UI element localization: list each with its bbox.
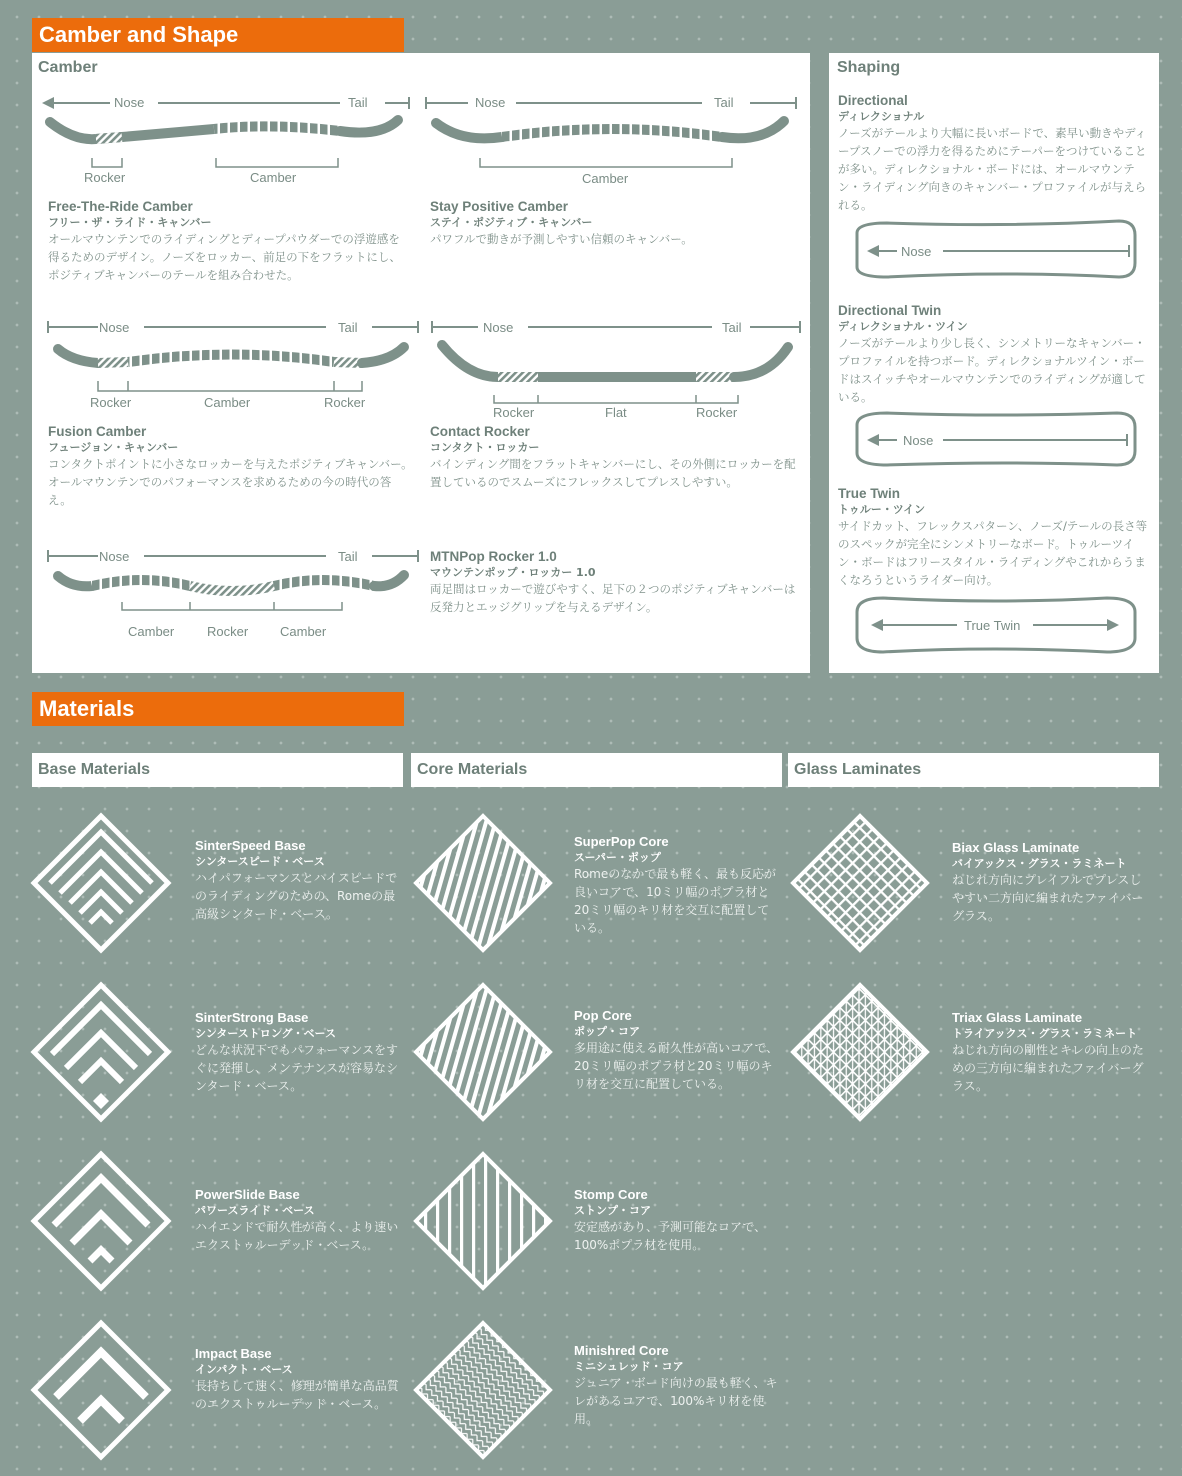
profile-4-desc: バインディング間をフラットキャンバーにし、その外側にロッカーを配置しているのでスムーズにフレックスしてプレスしやすい。 (430, 457, 796, 489)
profile-4-zone-flat: Flat (605, 405, 627, 420)
shape-1-subtitle: ディレクショナル (838, 110, 925, 123)
profile-1-zone-camber: Camber (250, 170, 297, 185)
glass-2-title: Triax Glass Laminate (952, 1010, 1083, 1025)
profile-4-zone-rocker-right: Rocker (696, 405, 738, 420)
profile-2-nose: Nose (475, 95, 506, 110)
profile-2-subtitle: ステイ・ポジティブ・キャンバー (430, 216, 593, 229)
triax-glass-icon (789, 981, 931, 1123)
powerslide-base-icon (30, 1150, 172, 1292)
glass-1-title: Biax Glass Laminate (952, 840, 1080, 855)
core-3-subtitle: ストンプ・コア (574, 1204, 651, 1217)
shape-1-label: Nose (901, 244, 932, 259)
shape-3-label: True Twin (964, 618, 1021, 633)
base-4-title: Impact Base (195, 1346, 272, 1361)
profile-4-title: Contact Rocker (430, 424, 530, 439)
shape-2-title: Directional Twin (838, 303, 942, 318)
profile-5-desc: 両足間はロッカーで遊びやすく、足下の２つのポジティブキャンバーは反発力とエッジグリップを与えるデザイン。 (430, 582, 796, 614)
profile-3-title: Fusion Camber (48, 424, 147, 439)
base-3-desc: ハイエンドで耐久性が高く、より速いエクストゥルーデッド・ベース。 (195, 1220, 399, 1252)
directional-twin-board-icon (847, 409, 1143, 469)
core-2-subtitle: ポップ・コア (574, 1025, 640, 1038)
base-4-desc: 長持ちして速く、修理が簡単な高品質のエクストゥルーデッド・ベース。 (195, 1379, 399, 1411)
glass-laminates-heading: Glass Laminates (788, 753, 1159, 787)
sinterstrong-base-icon (30, 981, 172, 1123)
base-1-title: SinterSpeed Base (195, 838, 306, 853)
shape-2-label: Nose (903, 433, 934, 448)
superpop-core-icon (412, 812, 554, 954)
profile-3-desc: コンタクトポイントに小さなロッカーを与えたポジティブキャンバー。オールマウンテンでのパフォーマンスを求めるための今の時代の答え。 (48, 457, 413, 507)
shape-2-subtitle: ディレクショナル・ツイン (838, 320, 968, 333)
profile-3-tail: Tail (338, 320, 358, 335)
shape-1-title: Directional (838, 93, 908, 108)
core-4-desc: ジュニア・ボード向けの最も軽く、キレがあるコアで、100%キリ材を使用。 (574, 1376, 778, 1426)
profile-4-nose: Nose (483, 320, 514, 335)
profile-4-zone-rocker-left: Rocker (493, 405, 535, 420)
profile-2-desc: パワフルで動きが予測しやすい信頼のキャンバー。 (430, 232, 693, 246)
core-1-subtitle: スーパー・ポップ (574, 851, 661, 864)
profile-3-zone-rocker-left: Rocker (90, 395, 132, 410)
profile-5-nose: Nose (99, 549, 130, 564)
core-1-title: SuperPop Core (574, 834, 669, 849)
profile-1-nose: Nose (114, 95, 145, 110)
minishred-core-icon (412, 1319, 554, 1461)
base-4-subtitle: インパクト・ベース (195, 1363, 293, 1376)
profile-3-zone-camber: Camber (204, 395, 251, 410)
stomp-core-icon (412, 1150, 554, 1292)
core-4-subtitle: ミニシュレッド・コア (574, 1360, 684, 1373)
base-2-title: SinterStrong Base (195, 1010, 309, 1025)
profile-2-zone-camber: Camber (582, 171, 629, 186)
glass-2-desc: ねじれ方向の剛性とキレの向上のための三方向に編まれたファイバーグラス。 (952, 1043, 1144, 1093)
profile-3-nose: Nose (99, 320, 130, 335)
profile-5-zone-camber-right: Camber (280, 624, 327, 639)
base-1-desc: ハイパフォーマンスとハイスピードでのライディングのための、Romeの最高級シンタード・ベース。 (195, 871, 398, 921)
shape-1-desc: ノーズがテールより大幅に長いボードで、素早い動きやディープスノーでの浮力を得るためにテーパーをつけていることが多い。ディレクショナル・ボードには、オールマウンテン・ライディング向きのキャンバー・プロファイルが与えられる。 (838, 126, 1147, 212)
glass-2-subtitle: トライアックス・グラス・ラミネート (952, 1027, 1138, 1040)
profile-1-title: Free-The-Ride Camber (48, 199, 193, 214)
glass-1-desc: ねじれ方向にプレイフルでプレスしやすい二方向に編まれたファイバーグラス。 (952, 873, 1144, 923)
camber-shape-banner: Camber and Shape (32, 18, 404, 52)
shaping-panel (829, 53, 1159, 673)
directional-board-icon (847, 217, 1143, 283)
profile-3-subtitle: フュージョン・キャンバー (48, 441, 179, 454)
profile-1-zone-rocker: Rocker (84, 170, 126, 185)
camber-heading: Camber (38, 59, 98, 76)
profile-5-zone-camber-left: Camber (128, 624, 175, 639)
core-2-title: Pop Core (574, 1008, 632, 1023)
profile-1-subtitle: フリー・ザ・ライド・キャンバー (48, 216, 212, 229)
base-3-subtitle: パワースライド・ベース (195, 1204, 315, 1217)
base-3-title: PowerSlide Base (195, 1187, 300, 1202)
base-1-subtitle: シンタースピード・ベース (195, 855, 325, 868)
core-4-title: Minishred Core (574, 1343, 669, 1358)
profile-2-title: Stay Positive Camber (430, 199, 569, 214)
biax-glass-icon (789, 812, 931, 954)
camber-panel (32, 53, 810, 673)
base-materials-heading: Base Materials (32, 753, 403, 787)
profile-5-tail: Tail (338, 549, 358, 564)
profile-5-subtitle: マウンテンポップ・ロッカー 1.0 (430, 566, 596, 579)
materials-banner: Materials (32, 692, 404, 726)
base-2-subtitle: シンターストロング・ベース (195, 1027, 336, 1040)
impact-base-icon (30, 1319, 172, 1461)
profile-1-tail: Tail (348, 95, 368, 110)
core-materials-heading: Core Materials (411, 753, 782, 787)
shaping-heading: Shaping (837, 59, 901, 76)
shape-3-subtitle: トゥルー・ツイン (838, 503, 926, 516)
profile-1-desc: オールマウンテンでのライディングとディープパウダーでの浮遊感を得るためのデザイン。ノーズをロッカー、前足の下をフラットにし、ポジティブキャンバーのテールを組み合わせた。 (48, 232, 401, 282)
shape-2-desc: ノーズがテールより少し長く、シンメトリーなキャンバー・プロファイルを持つボード。ディレクショナルツイン・ボードはスイッチやオールマウンテンでのライディングが適している。 (838, 336, 1146, 404)
shape-3-title: True Twin (838, 486, 901, 501)
base-2-desc: どんな状況下でもパフォーマンスをすぐに発揮し、メンテナンスが容易なシンタード・ベース。 (195, 1043, 399, 1093)
core-2-desc: 多用途に使える耐久性が高いコアで、20ミリ幅のポプラ材と20ミリ幅のキリ材を交互に配置している。 (574, 1041, 779, 1091)
profile-2-tail: Tail (714, 95, 734, 110)
profile-5-title: MTNPop Rocker 1.0 (430, 549, 557, 564)
core-3-desc: 安定感があり、予測可能なコアで、100%ポプラ材を使用。 (574, 1220, 767, 1252)
glass-1-subtitle: バイアックス・グラス・ラミネート (952, 857, 1127, 870)
core-1-desc: Romeのなかで最も軽く、最も反応が良いコアで、10ミリ幅のポプラ材と20ミリ幅のキリ材を交互に配置している。 (574, 867, 776, 935)
profile-3-zone-rocker-right: Rocker (324, 395, 366, 410)
profile-4-subtitle: コンタクト・ロッカー (430, 441, 540, 454)
pop-core-icon (412, 981, 554, 1123)
shape-3-desc: サイドカット、フレックスパターン、ノーズ/テールの長さ等のスペックが完全にシンメトリーなボード。トゥルーツイン・ボードはフリースタイル・ライディングやこれからうまくなろうというライダー向け。 (838, 519, 1148, 587)
profile-4-tail: Tail (722, 320, 742, 335)
sinterspeed-base-icon (30, 812, 172, 954)
profile-5-zone-rocker: Rocker (207, 624, 249, 639)
core-3-title: Stomp Core (574, 1187, 648, 1202)
